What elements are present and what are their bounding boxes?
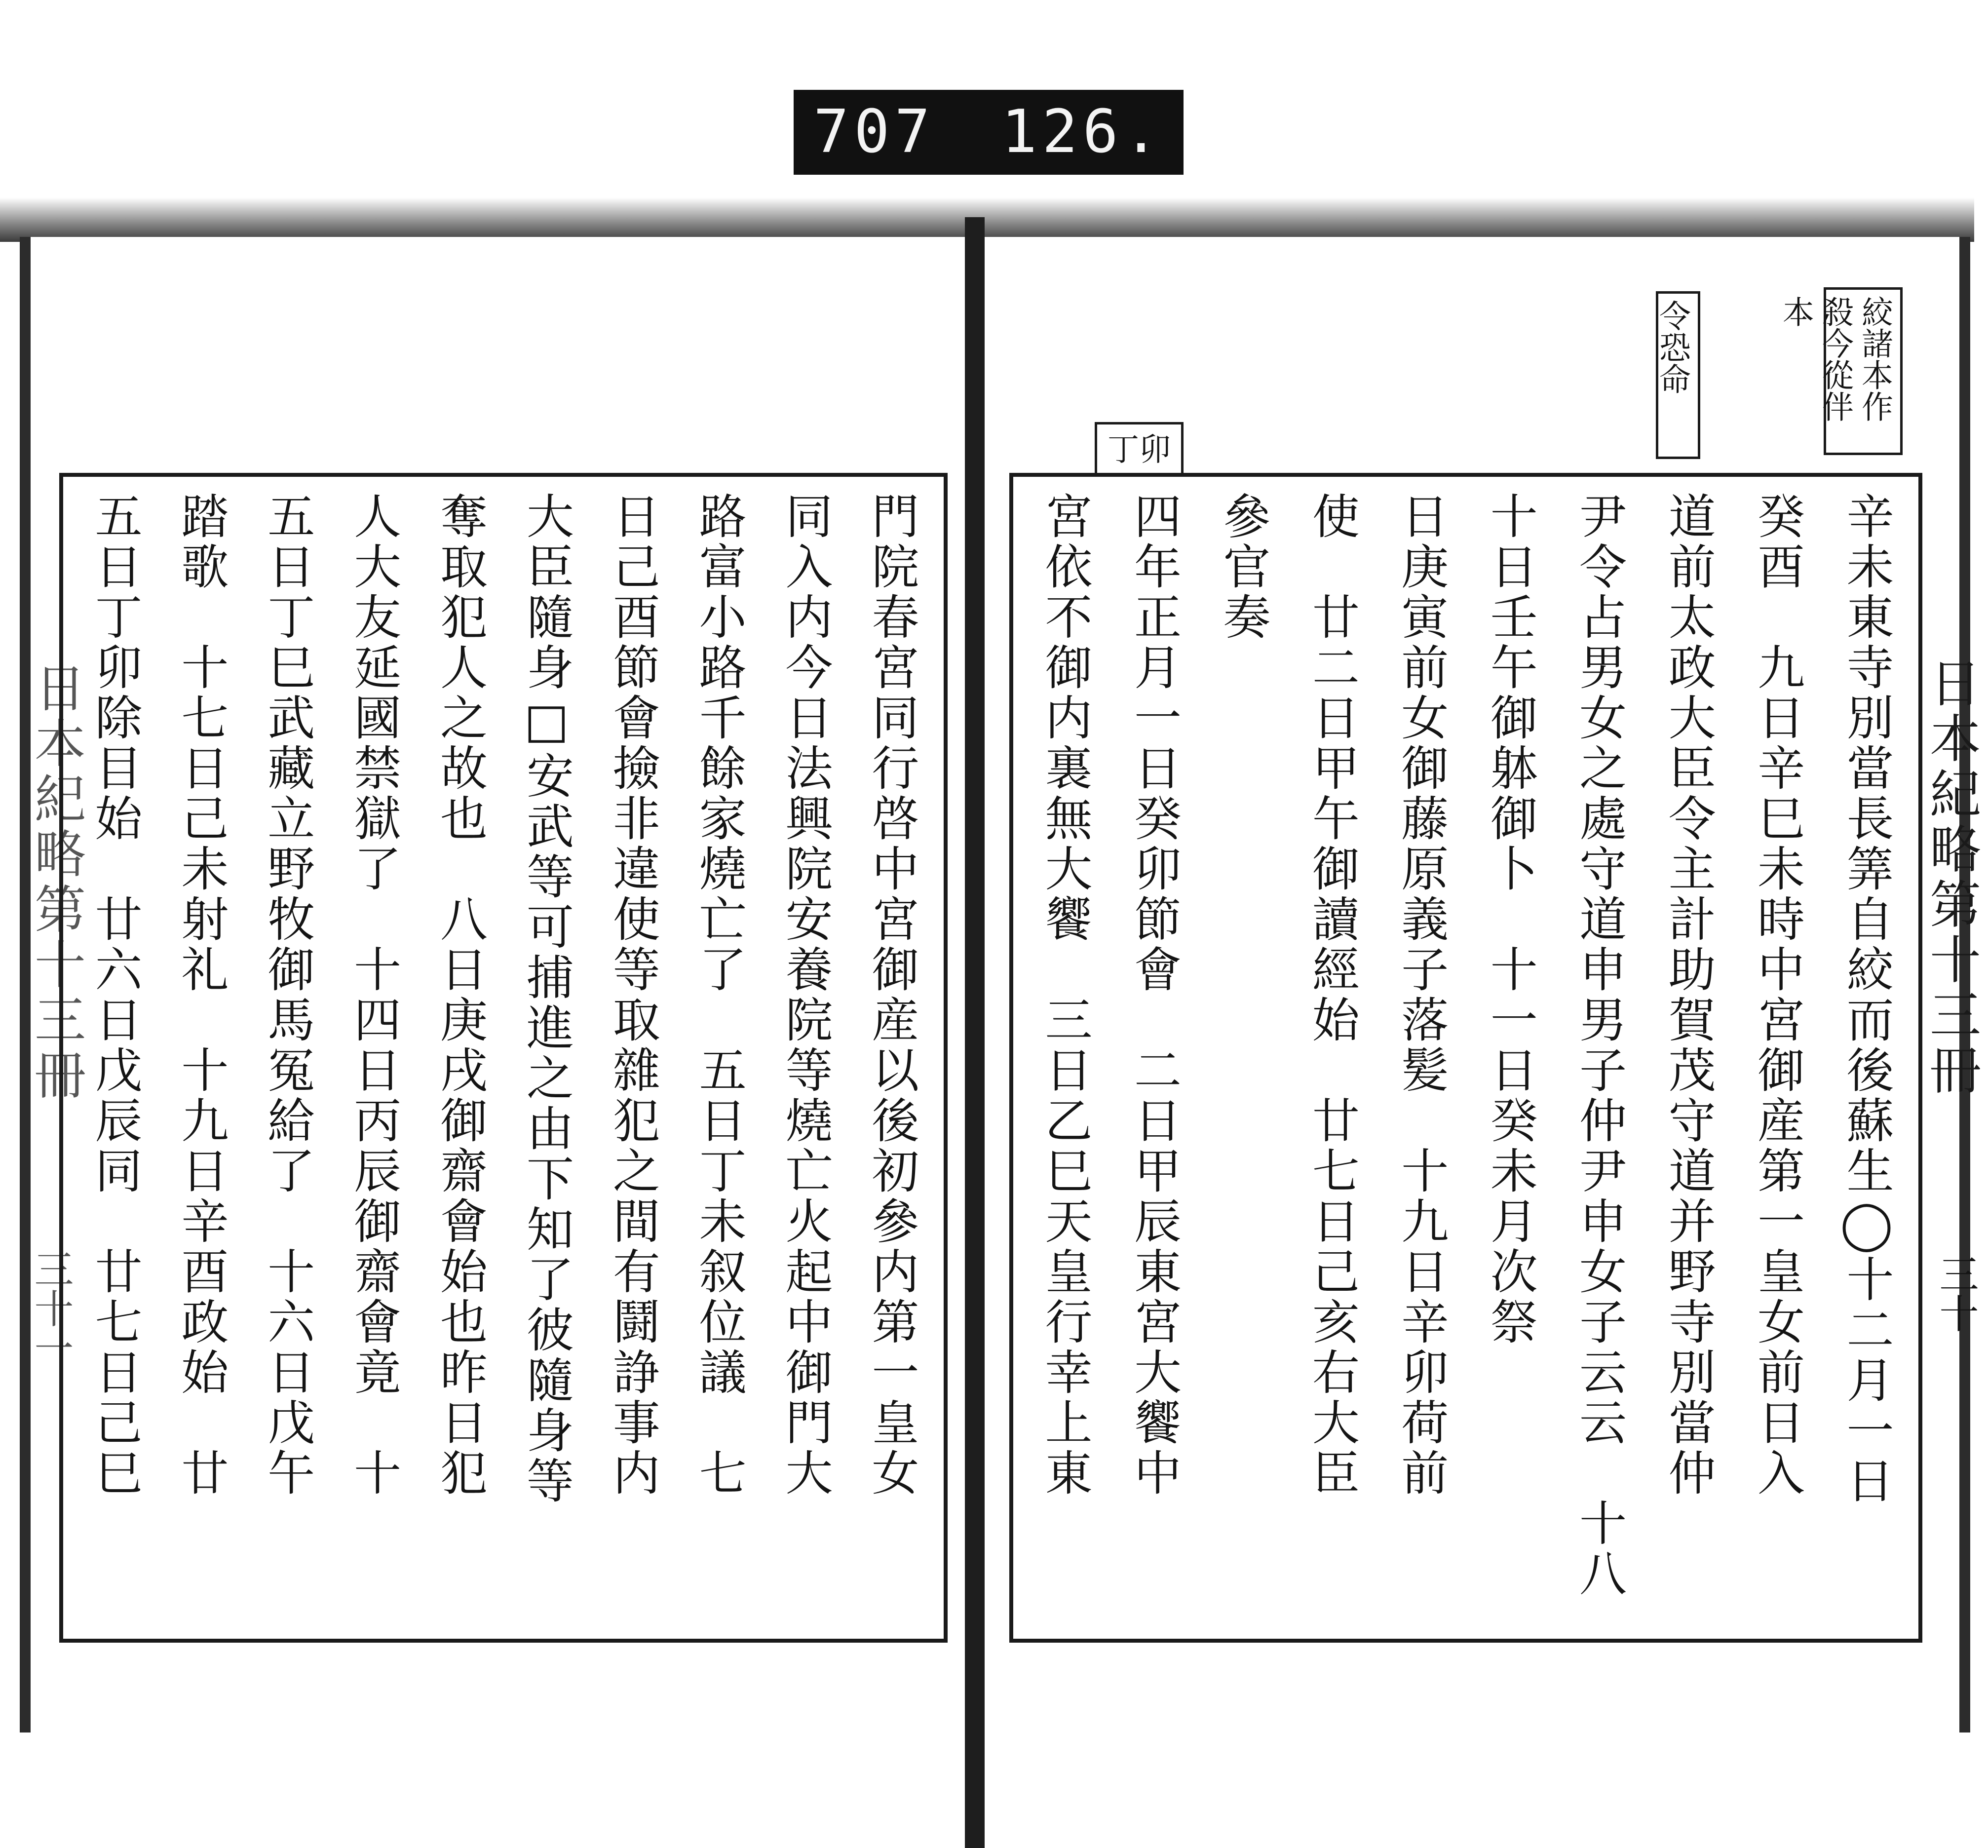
text-column: 尹令占男女之處守道申男子仲尹申女子云云 十八 xyxy=(1571,492,1627,1599)
text-column: 宮依不御内裏無大饗 三日乙巳天皇行幸上東 xyxy=(1037,492,1093,1499)
text-column: 大臣隨身□安武等可捕進之由下知了彼隨身等 xyxy=(519,492,574,1506)
right-folio: 三十 xyxy=(1933,1254,1979,1333)
book-top-edge xyxy=(0,197,1974,242)
text-column: 奪取犯人之故也 八日庚戌御齋會始也昨日犯 xyxy=(432,492,488,1499)
left-running-head: 日本紀略第十三冊 xyxy=(26,661,86,1104)
text-column: 十日壬午御躰御卜 十一日癸未月次祭 xyxy=(1483,492,1538,1348)
text-column: 癸酉 九日辛巳未時中宮御産第一皇女前日入 xyxy=(1750,492,1805,1499)
text-column: 五日丁卯除目始 廿六日戊辰同 廿七日己巳 xyxy=(87,492,143,1499)
film-frame-number: 126. xyxy=(1001,98,1164,166)
header-collation-note-2: 令恐命 xyxy=(1656,291,1700,459)
film-reel-number: 707 xyxy=(813,98,935,166)
header-collation-note: 絞諸本作殺今從伴本 xyxy=(1824,287,1903,455)
right-text-frame xyxy=(1009,473,1922,1643)
book-gutter xyxy=(965,217,985,1848)
text-column: 五日丁巳武藏立野牧御馬冤給了 十六日戊午 xyxy=(260,492,315,1499)
text-column: 日己酉節會撿非違使等取雜犯之間有鬪諍事内 xyxy=(605,492,661,1499)
text-column: 日庚寅前女御藤原義子落髪 十九日辛卯荷前 xyxy=(1393,492,1449,1499)
text-column: 踏歌 十七日己未射礼 十九日辛酉政始 廿 xyxy=(173,492,229,1499)
text-column: 同入内今日法興院安養院等燒亡火起中御門大 xyxy=(778,492,833,1499)
text-column: 四年正月一日癸卯節會 二日甲辰東宮大饗中 xyxy=(1126,492,1182,1499)
text-column: 路富小路千餘家燒亡了 五日丁未叙位議 七 xyxy=(691,492,747,1499)
text-column: 門院春宮同行啓中宮御産以後初參内第一皇女 xyxy=(864,492,919,1499)
text-column: 辛未東寺別當長筭自絞而後蘇生◯十二月一日 xyxy=(1838,492,1894,1506)
left-text-frame xyxy=(59,473,948,1643)
film-frame-label xyxy=(794,90,1184,175)
left-folio: 三十一 xyxy=(28,1249,74,1367)
text-column: 使 廿二日甲午御讀經始 廿七日己亥右大臣 xyxy=(1304,492,1360,1499)
right-running-head: 日本紀略第十三冊 xyxy=(1921,656,1981,1099)
text-column: 人大友延國禁獄了 十四日丙辰御齋會竟 十 xyxy=(346,492,402,1499)
margin-year-tag: 丁卯 xyxy=(1095,422,1184,476)
text-column: 參官奏 xyxy=(1215,492,1271,643)
text-column: 道前太政大臣令主計助賀茂守道并野寺別當仲 xyxy=(1661,492,1717,1499)
